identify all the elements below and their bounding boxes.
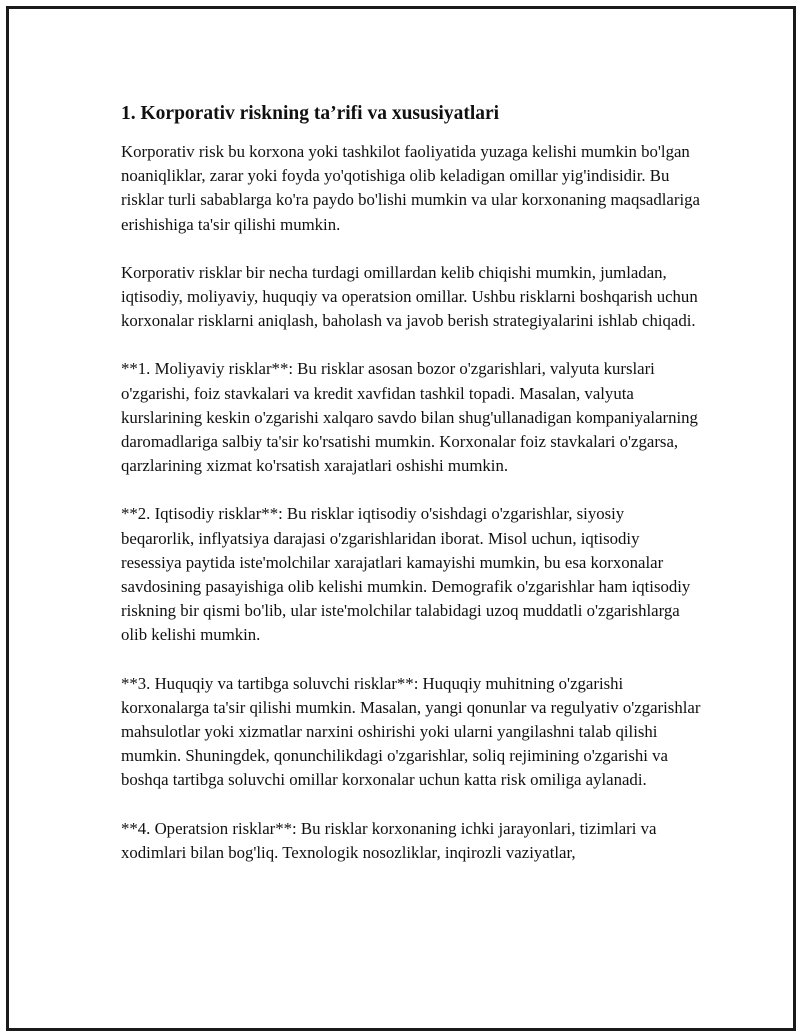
paragraph-definition: Korporativ risk bu korxona yoki tashkilot faoliyatida yuzaga kelishi mumkin bo'lgan noaniqliklar, zarar yoki foyda yo'qotishiga olib keladigan omillar yig'indisidir. Bu risklar turli sabablarga ko'ra paydo bo'lishi mumkin va ular korxonaning maqsadlariga erishishiga ta'sir qilishi mumkin. (121, 142, 700, 234)
paragraph-economic-risks: **2. Iqtisodiy risklar**: Bu risklar iqtisodiy o'sishdagi o'zgarishlar, siyosiy beqarorlik, inflyatsiya darajasi o'zgarishlaridan iborat. Misol uchun, iqtisodiy resessiya paytida iste'molchilar xarajatlari kamayishi mumkin, bu esa korxonalar savdosining pasayishiga olib kelishi mumkin. Demografik o'zgarishlar ham iqtisodiy riskning bir qismi bo'lib, ular iste'molchilar talabidagi uzoq muddatli o'zgarishlarga olib kelishi mumkin. (121, 504, 691, 645)
paragraph-risk-factors: Korporativ risklar bir necha turdagi omillardan kelib chiqishi mumkin, jumladan, iqtisodiy, moliyaviy, huquqiy va operatsion omillar. Ushbu risklarni boshqarish uchun korxonalar risklarni aniqlash, baholash va javob berish strategiyalarini ishlab chiqadi. (121, 262, 698, 331)
paragraph-financial-risks: **1. Moliyaviy risklar**: Bu risklar asosan bozor o'zgarishlari, valyuta kurslari o'zgarishi, foiz stavkalari va kredit xavfidan tashkil topadi. Masalan, valyuta kurslarining keskin o'zgarishi xalqaro savdo bilan shug'ullanadigan kompaniyalarning daromadlariga salbiy ta'sir ko'rsatishi mumkin. Korxonalar foiz stavkalari o'zgarsa, qarzlarining xizmat ko'rsatish xarajatlari oshishi mumkin. (121, 359, 698, 476)
paragraph-legal-risks: **3. Huquqiy va tartibga soluvchi risklar**: Huquqiy muhitning o'zgarishi korxonalarga ta'sir qilishi mumkin. Masalan, yangi qonunlar va regulyativ o'zgarishlar mahsulotlar yoki xizmatlar narxini oshirishi yoki ularni yangilashni talab qilishi mumkin. Shuningdek, qonunchilikdagi o'zgarishlar, soliq rejimining o'zgarishi va boshqa tartibga soluvchi omillar korxonalar uchun katta risk omiliga aylanadi. (121, 673, 701, 790)
paragraph-operational-risks: **4. Operatsion risklar**: Bu risklar korxonaning ichki jarayonlari, tizimlari va xodimlari bilan bog'liq. Texnologik nosozliklar, inqirozli vaziyatlar, (121, 818, 657, 862)
section-heading: 1. Korporativ riskning ta’rifi va xususiyatlari (121, 103, 500, 124)
document-body (121, 101, 701, 889)
page-frame (6, 6, 796, 1031)
